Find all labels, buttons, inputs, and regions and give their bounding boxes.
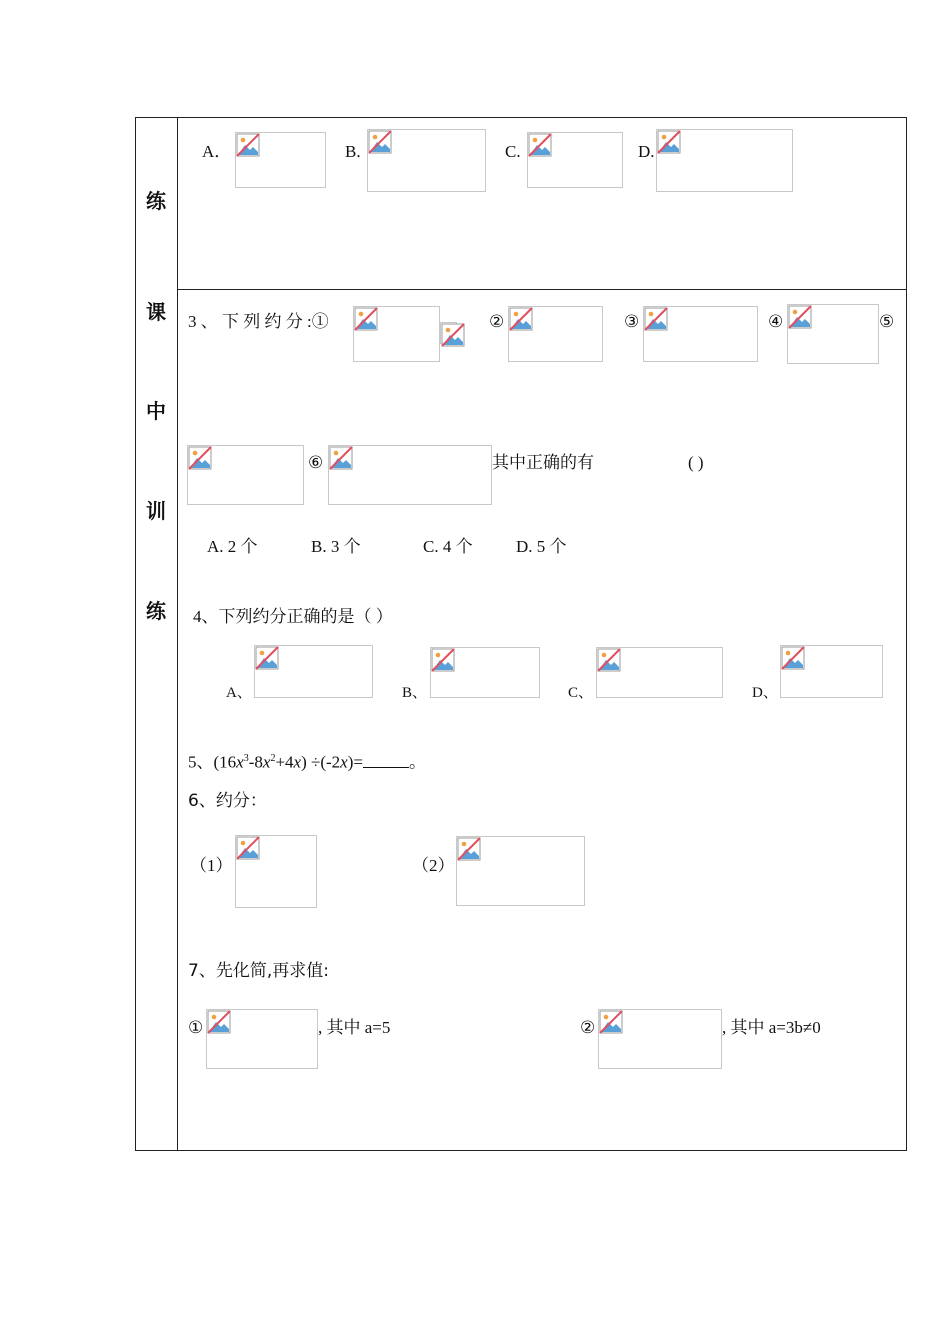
q4-label-c: C、: [568, 685, 594, 701]
q4-option-d-image: [780, 645, 883, 698]
q6-expr-2: [456, 836, 585, 906]
side-label-zhong: 中: [146, 399, 166, 423]
q3-answer-paren: ( ): [688, 453, 704, 472]
q7-stem: 7、先化简,再求值:: [188, 961, 329, 981]
q3-choice-a: A. 2 个: [207, 537, 258, 556]
broken-image-icon: [255, 646, 279, 670]
q3-choice-d: D. 5 个: [516, 537, 567, 556]
broken-image-icon: [188, 446, 212, 470]
broken-image-icon: [599, 1010, 623, 1034]
q3-marker-5: ⑤: [879, 312, 895, 331]
q4-label-d: D、: [752, 685, 778, 701]
q3-expr-5: [187, 445, 304, 505]
q7-expr-1: [206, 1009, 318, 1069]
broken-image-icon: [788, 305, 812, 329]
q3-expr-1b: [440, 322, 457, 344]
q3-expr-3: [643, 306, 758, 362]
side-label-ke: 课: [146, 300, 166, 324]
side-label-lian-top: 练: [146, 189, 166, 213]
q5-minus8: -8: [248, 752, 263, 772]
option-c-image: [527, 132, 623, 188]
q5-answer-blank[interactable]: [363, 753, 409, 768]
q7-marker-1: ①: [188, 1018, 204, 1037]
option-b-image: [367, 129, 486, 192]
q5-var: x: [236, 752, 244, 772]
q5-expression: [188, 749, 426, 773]
q5-exp3: 3: [243, 753, 249, 764]
q5-end: 。: [408, 752, 426, 772]
q5-prefix: 5、(16: [188, 752, 237, 772]
q7-condition-1: , 其中 a=5: [318, 1018, 391, 1037]
row-divider: [177, 289, 907, 290]
broken-image-icon: [329, 446, 353, 470]
option-a-image: [235, 132, 326, 188]
q3-marker-4: ④: [768, 312, 784, 331]
q6-label-2: （2）: [412, 856, 455, 875]
q4-label-b: B、: [402, 685, 428, 701]
q5-var: x: [262, 752, 271, 772]
q5-var: x: [293, 752, 302, 772]
q7-expr-2: [598, 1009, 722, 1069]
q6-label-1: （1）: [190, 856, 233, 875]
q7-marker-2: ②: [580, 1018, 596, 1037]
q3-expr-2: [508, 306, 603, 362]
q4-label-a: A、: [226, 685, 252, 701]
q3-choice-c: C. 4 个: [423, 537, 473, 556]
q4-option-b-image: [430, 647, 540, 698]
broken-image-icon: [509, 307, 533, 331]
q3-marker-3: ③: [624, 312, 640, 331]
option-c-label: C.: [505, 142, 521, 161]
option-d-image: [656, 129, 793, 192]
broken-image-icon: [431, 648, 455, 672]
broken-image-icon: [657, 130, 681, 154]
broken-image-icon: [781, 646, 805, 670]
column-divider: [177, 117, 178, 1151]
q6-expr-1: [235, 835, 317, 908]
q5-equals: )=: [347, 752, 363, 772]
q3-expr-6: [328, 445, 492, 505]
broken-image-icon: [528, 133, 552, 157]
option-a-label: A．: [202, 142, 232, 161]
option-d-label: D.: [638, 142, 655, 161]
q4-stem: 4、下列约分正确的是（ ）: [193, 607, 393, 626]
exercise-table: [135, 117, 907, 1151]
broken-image-icon: [236, 836, 260, 860]
q3-tail: 其中正确的有: [492, 453, 594, 473]
q3-choice-b: B. 3 个: [311, 537, 361, 556]
q3-expr-1: [353, 306, 440, 362]
q7-condition-2: , 其中 a=3b≠0: [722, 1018, 821, 1037]
q6-stem: 6、约分：: [188, 791, 267, 811]
broken-image-icon: [368, 130, 392, 154]
q5-exp2: 2: [270, 753, 276, 764]
q3-expr-4: [787, 304, 879, 364]
q5-var: x: [340, 752, 348, 772]
broken-image-icon: [207, 1010, 231, 1034]
broken-image-icon: [441, 323, 465, 347]
q5-divide: ) ÷(-2: [301, 752, 341, 772]
q3-marker-2: ②: [489, 312, 505, 331]
q3-marker-6: ⑥: [308, 453, 324, 472]
q5-plus4: +4: [275, 752, 294, 772]
broken-image-icon: [597, 648, 621, 672]
q3-stem: 3 、 下 列 约 分 :①: [188, 312, 329, 331]
broken-image-icon: [354, 307, 378, 331]
broken-image-icon: [457, 837, 481, 861]
side-label-xun: 训: [146, 499, 166, 523]
option-b-label: B.: [345, 142, 361, 161]
broken-image-icon: [644, 307, 668, 331]
q4-option-c-image: [596, 647, 723, 698]
q4-option-a-image: [254, 645, 373, 698]
side-label-lian: 练: [146, 599, 166, 623]
broken-image-icon: [236, 133, 260, 157]
